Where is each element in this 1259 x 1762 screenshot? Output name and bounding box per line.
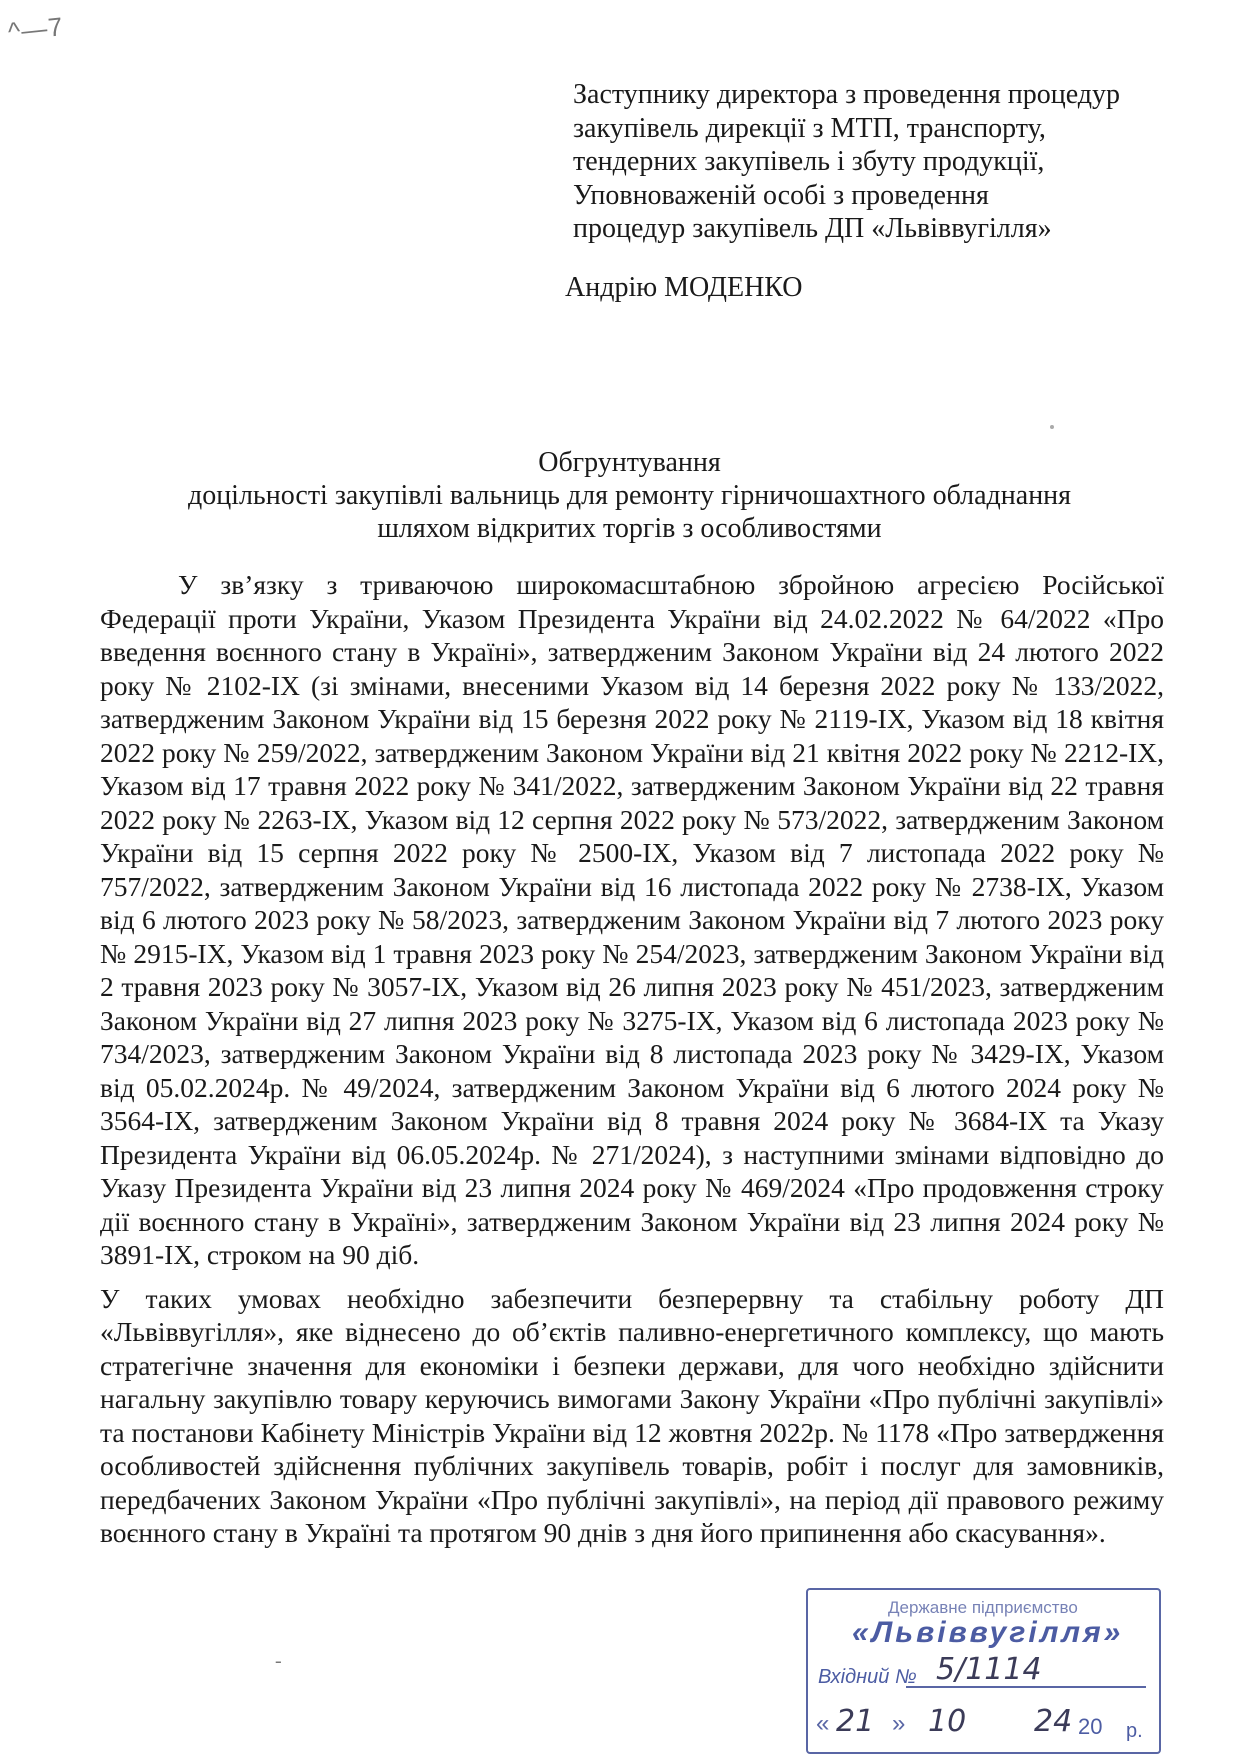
stamp-quote-close: » — [892, 1710, 906, 1737]
addressee-name: Андрію МОДЕНКО — [565, 272, 803, 303]
title-line-1: Обгрунтування — [538, 447, 721, 478]
stamp-day: 21 — [836, 1704, 875, 1739]
addressee-line: Уповноваженій особі з проведення — [573, 179, 989, 211]
registration-stamp — [806, 1588, 1161, 1754]
addressee-line: процедур закупівель ДП «Львіввугілля» — [573, 213, 1052, 244]
stamp-number: 5/1114 — [936, 1652, 1042, 1687]
title-line-2: доцільності закупівлі вальниць для ремонту гірничошахтного обладнання — [187, 480, 1072, 511]
stamp-year: 24 — [1034, 1704, 1073, 1739]
document-body — [100, 568, 1164, 1550]
corner-handwritten-mark: ^—7 — [6, 11, 66, 47]
addressee-line: Заступнику директора з проведення процедур — [573, 79, 1121, 110]
speck — [1050, 425, 1054, 429]
stamp-quote-open: « — [816, 1710, 830, 1737]
addressee-line: тендерних закупівель і збуту продукції, — [573, 146, 1045, 177]
addressee-line: закупівель дирекції з МТП, транспорту, — [573, 112, 1046, 144]
stamp-org: Державне підприємство — [888, 1598, 1078, 1617]
stamp-month: 10 — [928, 1704, 967, 1739]
addressee-block — [573, 78, 1120, 246]
title-line-3: шляхом відкритих торгів з особливостями — [377, 513, 882, 544]
paragraph-justification: У таких умовах необхідно забезпечити безперервну та стабільну роботу ДП «Львіввугілля», яке віднесено до об’єктів паливно-енергетичного комплексу, що мають стратегічне значення для економіки і безпеки держави, для чого необхідно здійснити нагальну закупівлю товару керуючись вимогами Закону України «Про публічні закупівлі» та постанови Кабінету Міністрів України від 12 жовтня 2022р. № 1178 «Про затвердження особливостей здійснення публічних закупівель товарів, робіт і послуг для замовників, передбачених Законом України «Про публічні закупівлі», на період дії правового режиму воєнного стану в Україні та протягом 90 днів з дня його припинення або скасування». — [100, 1282, 1164, 1548]
stamp-number-line — [906, 1686, 1146, 1688]
dash-mark: - — [275, 1650, 282, 1672]
stamp-incoming-label: Вхідний № — [818, 1666, 917, 1688]
stamp-year-prefix: 20 — [1078, 1714, 1103, 1739]
document-title — [0, 446, 1259, 545]
stamp-year-suffix: р. — [1126, 1720, 1143, 1742]
stamp-name: «Львіввугілля» — [852, 1616, 1124, 1649]
paragraph-legal-basis: У зв’язку з триваючою широкомасштабною збройною агресією Російської Федерації проти України, Указом Президента України від 24.02.2022 № 64/2022 «Про введення воєнного стану в Україні», затвердженим Законом України від 24 лютого 2022 року № 2102-IX (зі змінами, внесеними Указом від 14 березня 2022 року № 133/2022, затвердженим Законом України від 15 березня 2022 року № 2119-IX, Указом від 18 квітня 2022 року № 259/2022, затвердженим Законом України від 21 квітня 2022 року № 2212-IX, Указом від 17 травня 2022 року № 341/2022, затвердженим Законом України від 22 травня 2022 року № 2263-IX, Указом від 12 серпня 2022 року № 573/2022, затвердженим Законом України від 15 серпня 2022 року № 2500-IX, Указом від 7 листопада 2022 року № 757/2022, затвердженим Законом України від 16 листопада 2022 року № 2738-IX, Указом від 6 лютого 2023 року № 58/2023, затвердженим Законом України від 7 лютого 2023 року № 2915-IX, Указом від 1 травня 2023 року № 254/2023, затвердженим Законом України від 2 травня 2023 року № 3057-IX, Указом від 26 липня 2023 року № 451/2023, затвердженим Законом України від 27 липня 2023 року № 3275-IX, Указом від 6 листопада 2023 року № 734/2023, затвердженим Законом України від 8 листопада 2023 року № 3429-IX, Указом від 05.02.2024р. № 49/2024, затвердженим Законом України від 6 лютого 2024 року № 3564-IX, затвердженим Законом України від 8 травня 2024 року № 3684-IX та Указу Президента України від 06.05.2024р. № 271/2024), з наступними змінами відповідно до Указу Президента України від 23 липня 2024 року № 469/2024 «Про продовження строку дії воєнного стану в Україні», затвердженим Законом України від 23 липня 2024 року № 3891-IX, строком на 90 діб. — [100, 569, 1164, 1270]
